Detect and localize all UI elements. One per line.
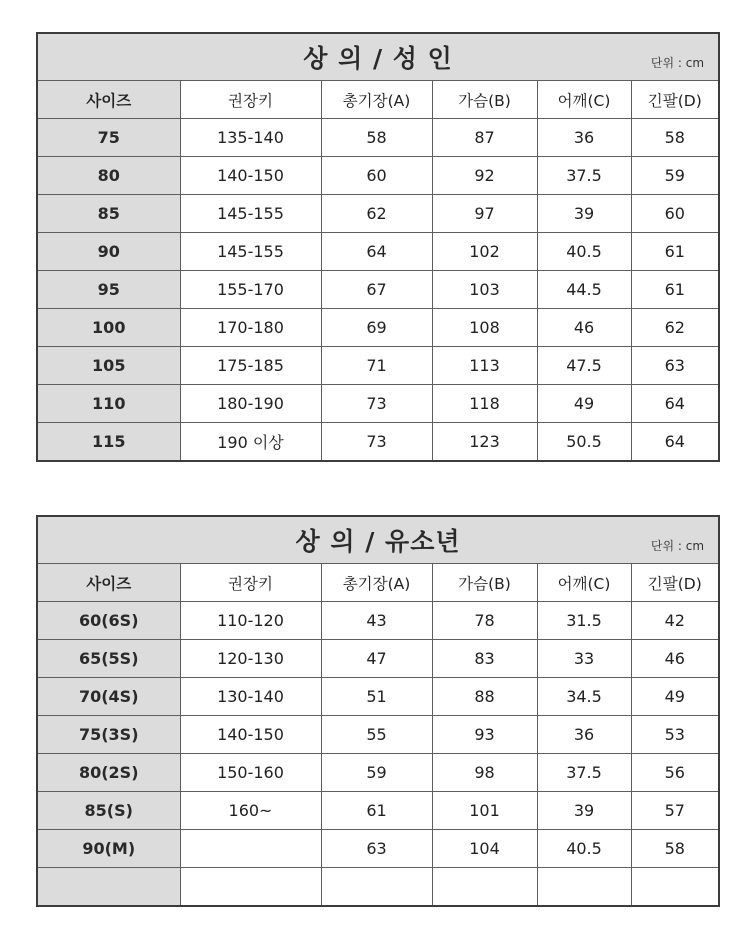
table-row [37, 830, 719, 868]
height-cell: 150-160 [180, 754, 321, 792]
sleeve-cell: 58 [631, 830, 719, 868]
table-row [37, 678, 719, 716]
table-row [37, 716, 719, 754]
height-cell: 190 이상 [180, 423, 321, 462]
shoulder-cell: 40.5 [537, 233, 631, 271]
adult-unit-label: 단위 : cm [650, 56, 705, 70]
column-header-length: 총기장(A) [321, 564, 432, 602]
height-cell: 145-155 [180, 233, 321, 271]
height-cell: 175-185 [180, 347, 321, 385]
chest-cell: 97 [432, 195, 537, 233]
size-cell: 80 [37, 157, 180, 195]
shoulder-cell: 33 [537, 640, 631, 678]
column-header-shoulder: 어깨(C) [537, 564, 631, 602]
table-row [37, 271, 719, 309]
shoulder-cell: 49 [537, 385, 631, 423]
size-cell: 105 [37, 347, 180, 385]
adult-title-cell [37, 33, 719, 81]
length-cell: 69 [321, 309, 432, 347]
size-cell: 75(3S) [37, 716, 180, 754]
height-cell: 180-190 [180, 385, 321, 423]
height-cell: 170-180 [180, 309, 321, 347]
chest-cell: 123 [432, 423, 537, 462]
sleeve-cell: 46 [631, 640, 719, 678]
size-cell: 80(2S) [37, 754, 180, 792]
length-cell: 51 [321, 678, 432, 716]
sleeve-cell: 53 [631, 716, 719, 754]
chest-cell: 88 [432, 678, 537, 716]
youth-table-title: 상 의 / 유소년 [295, 527, 461, 556]
height-cell: 140-150 [180, 157, 321, 195]
size-cell: 115 [37, 423, 180, 462]
length-cell: 58 [321, 119, 432, 157]
height-cell [180, 830, 321, 868]
table-row [37, 640, 719, 678]
sleeve-cell: 59 [631, 157, 719, 195]
chest-cell: 108 [432, 309, 537, 347]
shoulder-cell: 46 [537, 309, 631, 347]
height-cell: 145-155 [180, 195, 321, 233]
column-header-height: 권장키 [180, 81, 321, 119]
length-cell: 63 [321, 830, 432, 868]
table-row [37, 792, 719, 830]
height-cell: 155-170 [180, 271, 321, 309]
sleeve-cell: 56 [631, 754, 719, 792]
chest-cell: 98 [432, 754, 537, 792]
chest-cell: 104 [432, 830, 537, 868]
sleeve-cell [631, 868, 719, 907]
table-row [37, 385, 719, 423]
height-cell: 140-150 [180, 716, 321, 754]
table-row [37, 119, 719, 157]
column-header-chest: 가슴(B) [432, 81, 537, 119]
youth-title-row [37, 516, 719, 564]
column-header-chest: 가슴(B) [432, 564, 537, 602]
length-cell: 47 [321, 640, 432, 678]
size-cell [37, 868, 180, 907]
length-cell: 71 [321, 347, 432, 385]
shoulder-cell: 44.5 [537, 271, 631, 309]
length-cell: 64 [321, 233, 432, 271]
height-cell [180, 868, 321, 907]
shoulder-cell: 34.5 [537, 678, 631, 716]
height-cell: 110-120 [180, 602, 321, 640]
table-row [37, 868, 719, 907]
chest-cell: 118 [432, 385, 537, 423]
column-header-sleeve: 긴팔(D) [631, 564, 719, 602]
length-cell: 73 [321, 423, 432, 462]
table-row [37, 423, 719, 462]
sleeve-cell: 60 [631, 195, 719, 233]
adult-size-table [36, 32, 720, 462]
table-row [37, 754, 719, 792]
size-cell: 110 [37, 385, 180, 423]
sleeve-cell: 49 [631, 678, 719, 716]
shoulder-cell: 36 [537, 119, 631, 157]
column-header-height: 권장키 [180, 564, 321, 602]
size-cell: 100 [37, 309, 180, 347]
length-cell: 43 [321, 602, 432, 640]
size-cell: 85 [37, 195, 180, 233]
sleeve-cell: 57 [631, 792, 719, 830]
shoulder-cell: 37.5 [537, 157, 631, 195]
chest-cell: 103 [432, 271, 537, 309]
chest-cell: 78 [432, 602, 537, 640]
sleeve-cell: 63 [631, 347, 719, 385]
length-cell [321, 868, 432, 907]
column-header-size: 사이즈 [37, 564, 180, 602]
shoulder-cell: 31.5 [537, 602, 631, 640]
shoulder-cell: 39 [537, 792, 631, 830]
shoulder-cell: 50.5 [537, 423, 631, 462]
table-row [37, 309, 719, 347]
length-cell: 59 [321, 754, 432, 792]
length-cell: 73 [321, 385, 432, 423]
length-cell: 67 [321, 271, 432, 309]
youth-title-cell [37, 516, 719, 564]
chest-cell: 87 [432, 119, 537, 157]
sleeve-cell: 64 [631, 385, 719, 423]
youth-size-table [36, 515, 720, 907]
size-cell: 90 [37, 233, 180, 271]
size-cell: 60(6S) [37, 602, 180, 640]
sleeve-cell: 42 [631, 602, 719, 640]
shoulder-cell: 40.5 [537, 830, 631, 868]
adult-table-title: 상 의 / 성 인 [303, 44, 453, 73]
length-cell: 60 [321, 157, 432, 195]
length-cell: 62 [321, 195, 432, 233]
column-header-length: 총기장(A) [321, 81, 432, 119]
shoulder-cell: 39 [537, 195, 631, 233]
chest-cell: 83 [432, 640, 537, 678]
chest-cell: 101 [432, 792, 537, 830]
sleeve-cell: 64 [631, 423, 719, 462]
adult-header-row [37, 81, 719, 119]
height-cell: 120-130 [180, 640, 321, 678]
youth-unit-label: 단위 : cm [650, 539, 705, 553]
shoulder-cell [537, 868, 631, 907]
shoulder-cell: 37.5 [537, 754, 631, 792]
height-cell: 130-140 [180, 678, 321, 716]
table-row [37, 157, 719, 195]
table-row [37, 233, 719, 271]
size-cell: 95 [37, 271, 180, 309]
table-row [37, 347, 719, 385]
length-cell: 61 [321, 792, 432, 830]
size-cell: 65(5S) [37, 640, 180, 678]
shoulder-cell: 47.5 [537, 347, 631, 385]
size-cell: 70(4S) [37, 678, 180, 716]
youth-header-row [37, 564, 719, 602]
sleeve-cell: 58 [631, 119, 719, 157]
chest-cell: 93 [432, 716, 537, 754]
chest-cell: 92 [432, 157, 537, 195]
table-row [37, 602, 719, 640]
size-cell: 85(S) [37, 792, 180, 830]
sleeve-cell: 61 [631, 233, 719, 271]
column-header-shoulder: 어깨(C) [537, 81, 631, 119]
sleeve-cell: 61 [631, 271, 719, 309]
shoulder-cell: 36 [537, 716, 631, 754]
size-cell: 75 [37, 119, 180, 157]
adult-title-row [37, 33, 719, 81]
length-cell: 55 [321, 716, 432, 754]
chest-cell [432, 868, 537, 907]
height-cell: 135-140 [180, 119, 321, 157]
chest-cell: 102 [432, 233, 537, 271]
column-header-size: 사이즈 [37, 81, 180, 119]
height-cell: 160~ [180, 792, 321, 830]
size-cell: 90(M) [37, 830, 180, 868]
table-row [37, 195, 719, 233]
sleeve-cell: 62 [631, 309, 719, 347]
chest-cell: 113 [432, 347, 537, 385]
column-header-sleeve: 긴팔(D) [631, 81, 719, 119]
